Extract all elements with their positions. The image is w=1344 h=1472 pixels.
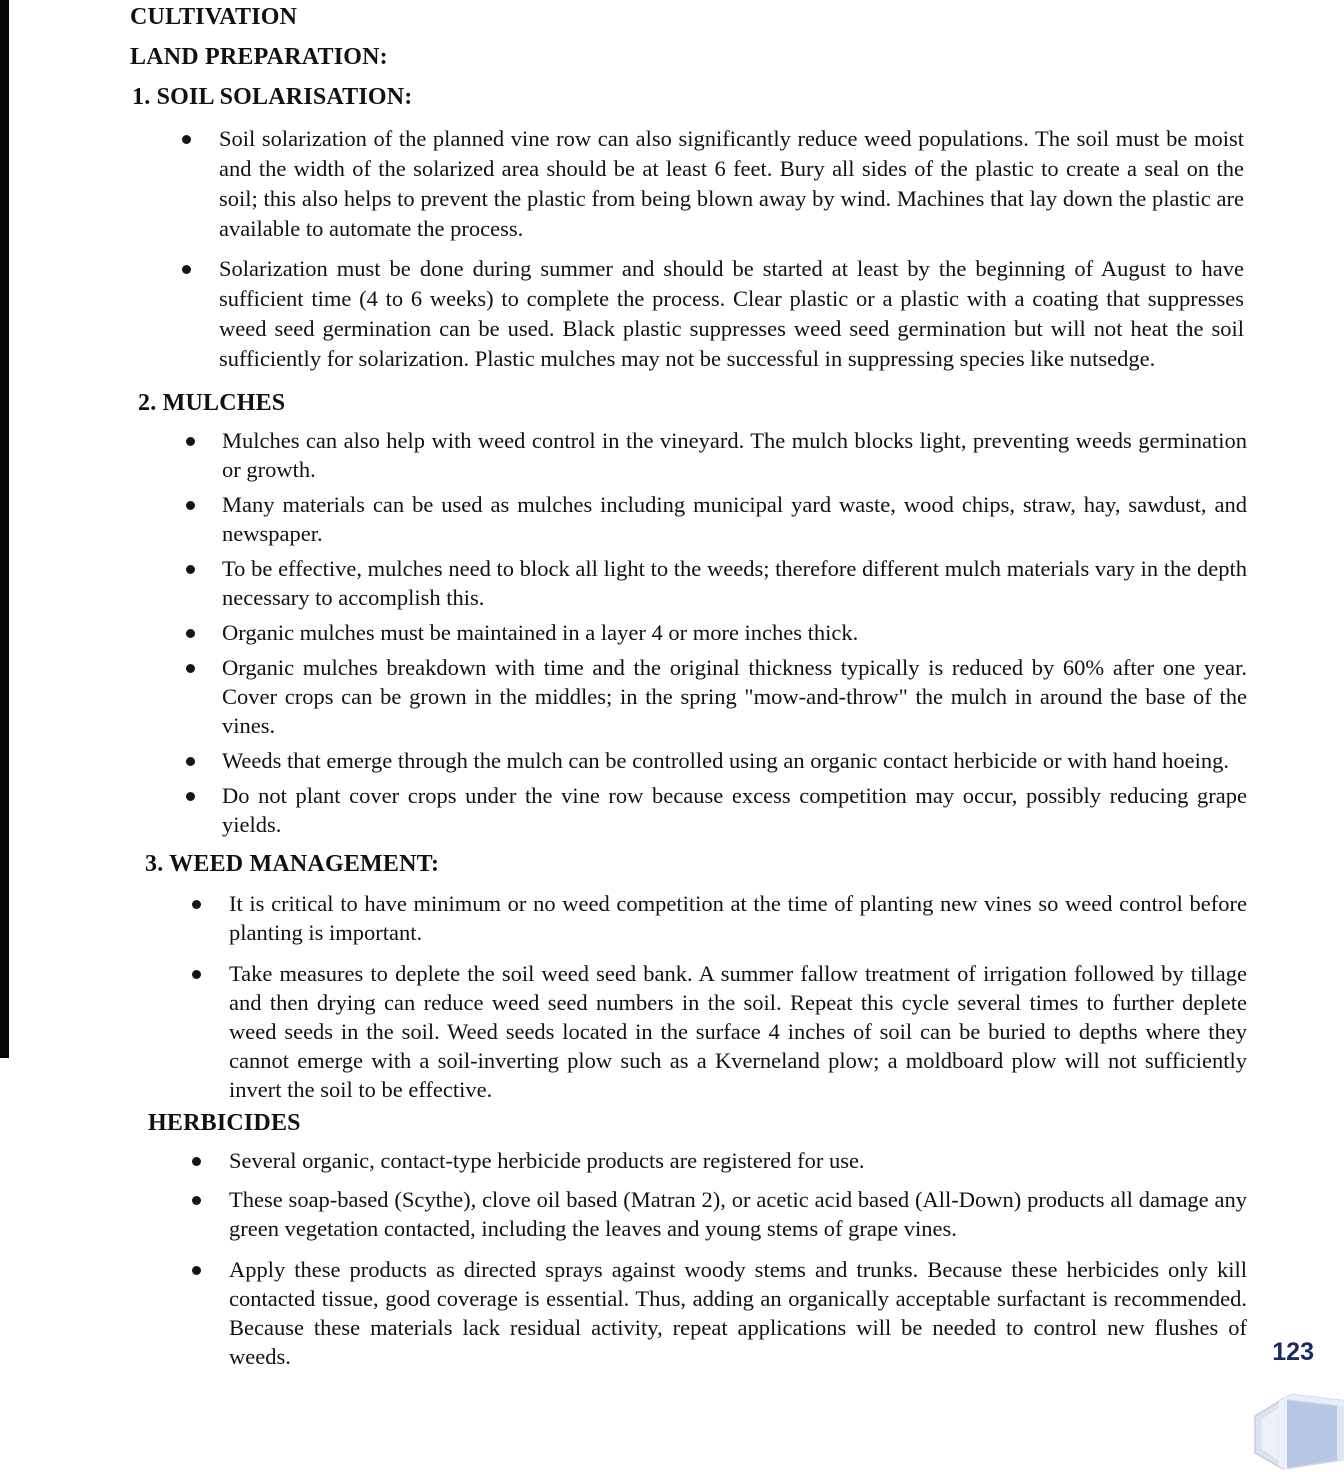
bullet-icon [186,792,195,801]
bullet-icon [192,970,201,979]
page-number: 123 [1272,1338,1314,1366]
list-item-text: Organic mulches breakdown with time and the original thickness typically is reduced by 60% after one year. Cover crops can be grown in the middles; in the spring "mow-and-throw" the mulch in around the base of the vines. [222,655,1247,738]
bullet-icon [182,265,191,274]
list-item [130,254,1252,374]
list-item [130,889,1252,947]
list-item-text: Many materials can be used as mulches including municipal yard waste, wood chips, straw, hay, sawdust, and newspaper. [222,492,1247,546]
list-item [130,1146,1252,1175]
bullet-icon [186,757,195,766]
3d-box-icon [1249,1392,1344,1472]
list-item-text: Organic mulches must be maintained in a layer 4 or more inches thick. [222,620,859,645]
list-item-text: Do not plant cover crops under the vine row because excess competition may occur, possibly reducing grape yields. [222,783,1247,837]
list-item-text: Take measures to deplete the soil weed seed bank. A summer fallow treatment of irrigation followed by tillage and then drying can reduce weed seed numbers in the soil. Repeat this cycle several times to further deplete weed seeds in the soil. Weed seeds located in the surface 4 inches of soil can be buried to depths where they cannot emerge with a soil-inverting plow such as a Kverneland plow; a moldboard plow will not sufficiently invert the soil to be effective. [229,961,1247,1102]
list-item [130,490,1252,548]
section-heading-soil-solarisation: 1. SOIL SOLARISATION: [132,84,413,110]
list-item [130,554,1252,612]
list-item-text: Weeds that emerge through the mulch can be controlled using an organic contact herbicide or with hand hoeing. [222,748,1230,773]
bullet-icon [186,501,195,510]
list-item-text: Apply these products as directed sprays against woody stems and trunks. Because these herbicides only kill contacted tissue, good coverage is essential. Thus, adding an organically acceptable surfactant is recommended. Because these materials lack residual activity, repeat applications will be needed to control new flushes of weeds. [229,1257,1247,1369]
bullet-icon [186,437,195,446]
bullet-icon [192,1266,201,1275]
list-item-text: Soil solarization of the planned vine row can also significantly reduce weed populations. The soil must be moist and the width of the solarized area should be at least 6 feet. Bury all sides of the plastic to create a seal on the soil; this also helps to prevent the plastic from being blown away by wind. Machines that lay down the plastic are available to automate the process. [219,126,1244,241]
page-subtitle: LAND PREPARATION: [130,44,388,70]
list-item-text: It is critical to have minimum or no weed competition at the time of planting new vines so weed control before planting is important. [229,891,1247,945]
bullet-icon [192,900,201,909]
list-item [130,653,1252,740]
bullet-icon [192,1157,201,1166]
bullet-icon [186,629,195,638]
list-item-text: To be effective, mulches need to block all light to the weeds; therefore different mulch materials vary in the depth necessary to accomplish this. [222,556,1247,610]
scan-edge-artifact [0,0,9,1058]
page-title: CULTIVATION [130,4,298,30]
list-item [130,959,1252,1104]
bullet-icon [186,565,195,574]
list-item [130,426,1252,484]
list-item-text: Mulches can also help with weed control in the vineyard. The mulch blocks light, preventing weeds germination or growth. [222,428,1247,482]
bullet-icon [186,664,195,673]
bullet-icon [182,135,191,144]
section-heading-weed-management: 3. WEED MANAGEMENT: [145,851,440,877]
section-heading-herbicides: HERBICIDES [148,1110,301,1136]
page-content [130,2,1252,1371]
list-item [130,618,1252,647]
list-item-text: These soap-based (Scythe), clove oil based (Matran 2), or acetic acid based (All-Down) products all damage any green vegetation contacted, including the leaves and young stems of grape vines. [229,1187,1247,1241]
list-item [130,124,1252,244]
list-item [130,781,1252,839]
list-item-text: Several organic, contact-type herbicide products are registered for use. [229,1148,865,1173]
list-item [130,1255,1252,1371]
list-item [130,746,1252,775]
list-item-text: Solarization must be done during summer and should be started at least by the beginning of August to have sufficient time (4 to 6 weeks) to complete the process. Clear plastic or a plastic with a coating that suppresses weed seed germination can be used. Black plastic suppresses weed seed germination but will not heat the soil sufficiently for solarization. Plastic mulches may not be successful in suppressing species like nutsedge. [219,256,1244,371]
bullet-icon [192,1196,201,1205]
section-heading-mulches: 2. MULCHES [138,390,286,416]
list-item [130,1185,1252,1243]
